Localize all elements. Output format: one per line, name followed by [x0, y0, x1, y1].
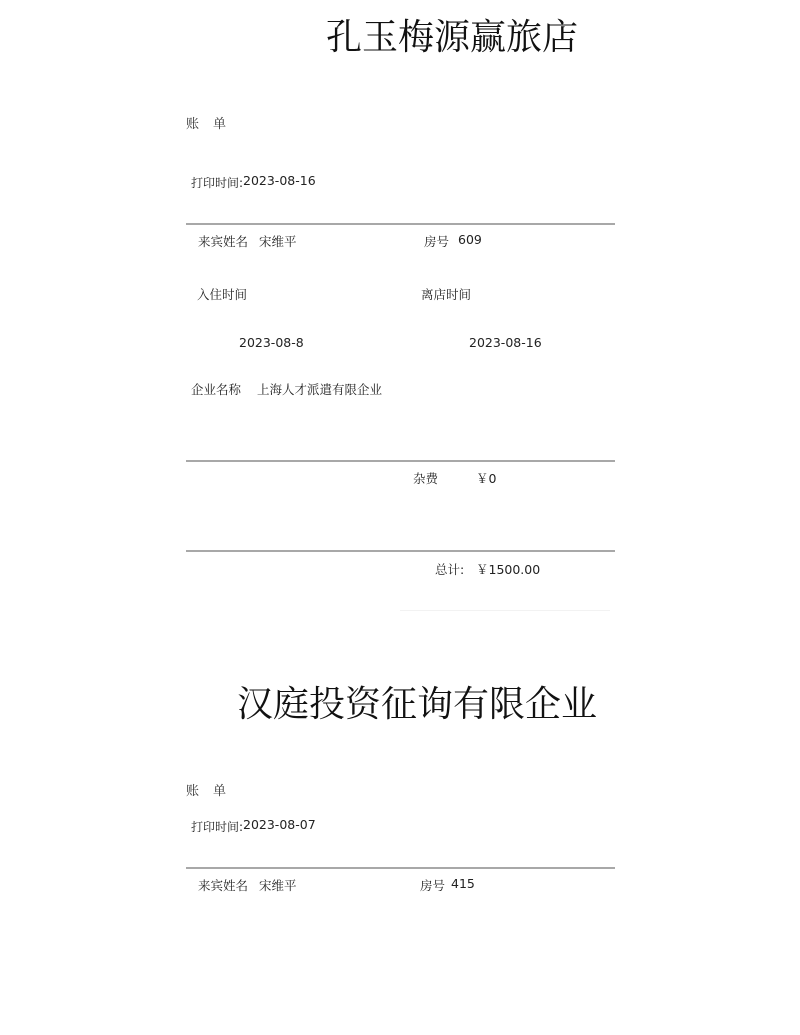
document-label: 账单 — [186, 784, 241, 799]
hotel-title: 孔玉梅源赢旅店 — [326, 17, 579, 58]
check-out-label: 离店时间 — [421, 287, 472, 302]
guest-name-value: 宋维平 — [259, 878, 297, 893]
guest-name-label: 来宾姓名 — [198, 878, 249, 893]
print-time-label: 打印时间: — [191, 820, 244, 834]
check-in-date: 2023-08-8 — [239, 335, 304, 350]
room-number-value: 609 — [458, 232, 482, 247]
misc-fee-value: ￥0 — [476, 471, 497, 486]
print-time-label: 打印时间: — [191, 176, 244, 190]
divider — [186, 460, 615, 462]
faint-divider — [400, 610, 610, 611]
company-title: 汉庭投资征询有限企业 — [237, 684, 598, 725]
room-number-label: 房号 — [420, 878, 446, 893]
guest-name-label: 来宾姓名 — [198, 234, 249, 249]
divider — [186, 867, 615, 869]
company-label: 企业名称 — [191, 382, 242, 397]
print-time-value: 2023-08-16 — [243, 173, 316, 188]
check-out-date: 2023-08-16 — [469, 335, 542, 350]
total-value: ￥1500.00 — [476, 562, 541, 577]
total-label: 总计: — [435, 562, 465, 577]
divider — [186, 550, 615, 552]
print-time-value: 2023-08-07 — [243, 817, 316, 832]
room-number-value: 415 — [451, 876, 475, 891]
document-label: 账单 — [186, 117, 241, 132]
divider — [186, 223, 615, 225]
check-in-label: 入住时间 — [197, 287, 248, 302]
misc-fee-label: 杂费 — [413, 471, 439, 486]
guest-name-value: 宋维平 — [259, 234, 297, 249]
room-number-label: 房号 — [424, 234, 450, 249]
company-value: 上海人才派遣有限企业 — [257, 382, 383, 397]
